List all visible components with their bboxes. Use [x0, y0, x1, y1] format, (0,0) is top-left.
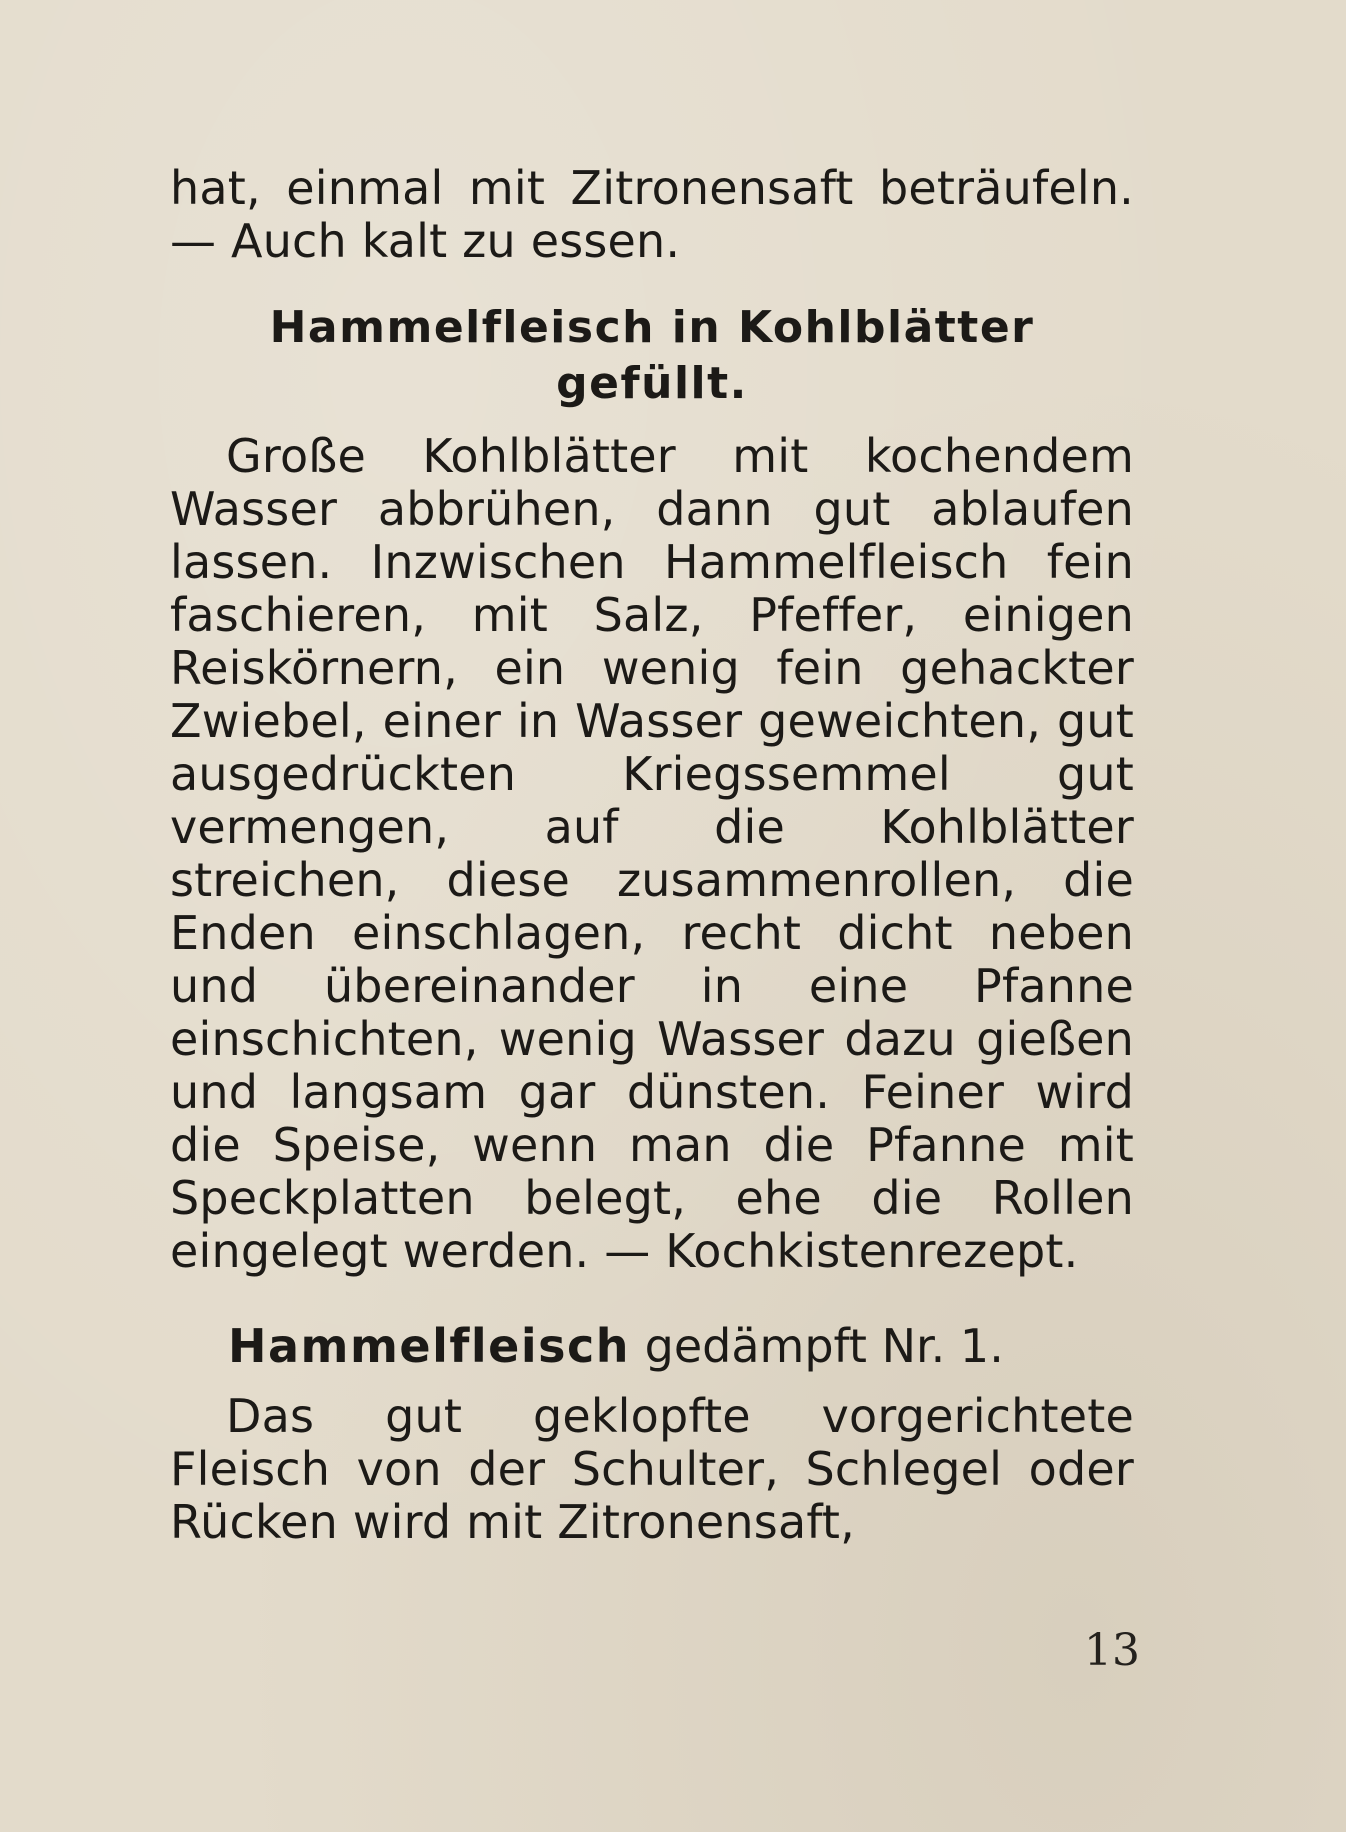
recipe-title-gedaempft-rest: gedämpft Nr. 1. [644, 1319, 1004, 1373]
recipe-title-kohlblaetter: Hammelfleisch in Kohlblätter gefüllt. [269, 302, 1035, 409]
recipe-title-gedaempft [170, 1318, 1134, 1374]
page-number: 13 [1084, 1625, 1140, 1676]
recipe-body-gedaempft: Das gut geklopfte vorgerichtete Fleisch von der Schulter, Schlegel oder Rücken wird mit Zitronensaft, [170, 1389, 1134, 1549]
page-text-block [170, 162, 1134, 1549]
recipe-title-gedaempft-bold: Hammelfleisch [228, 1319, 631, 1373]
recipe-body-kohlblaetter: Große Kohlblätter mit kochendem Wasser abbrühen, dann gut ablaufen lassen. Inzwischen Hammelfleisch fein faschieren, mit Salz, Pfeffer, einigen Reiskörnern, ein wenig fein gehackter Zwiebel, einer in Wasser geweichten, gut ausgedrückten Kriegssemmel gut vermengen, auf die Kohlblätter streichen, diese zusammenrollen, die Enden einschlagen, recht dicht neben und übereinander in eine Pfanne einschichten, wenig Wasser dazu gießen und langsam gar dünsten. Feiner wird die Speise, wenn man die Pfanne mit Speckplatten belegt, ehe die Rollen eingelegt werden. — Kochkistenrezept. [170, 429, 1134, 1278]
intro-paragraph: hat, einmal mit Zitronensaft beträufeln. — Auch kalt zu essen. [170, 161, 1134, 268]
